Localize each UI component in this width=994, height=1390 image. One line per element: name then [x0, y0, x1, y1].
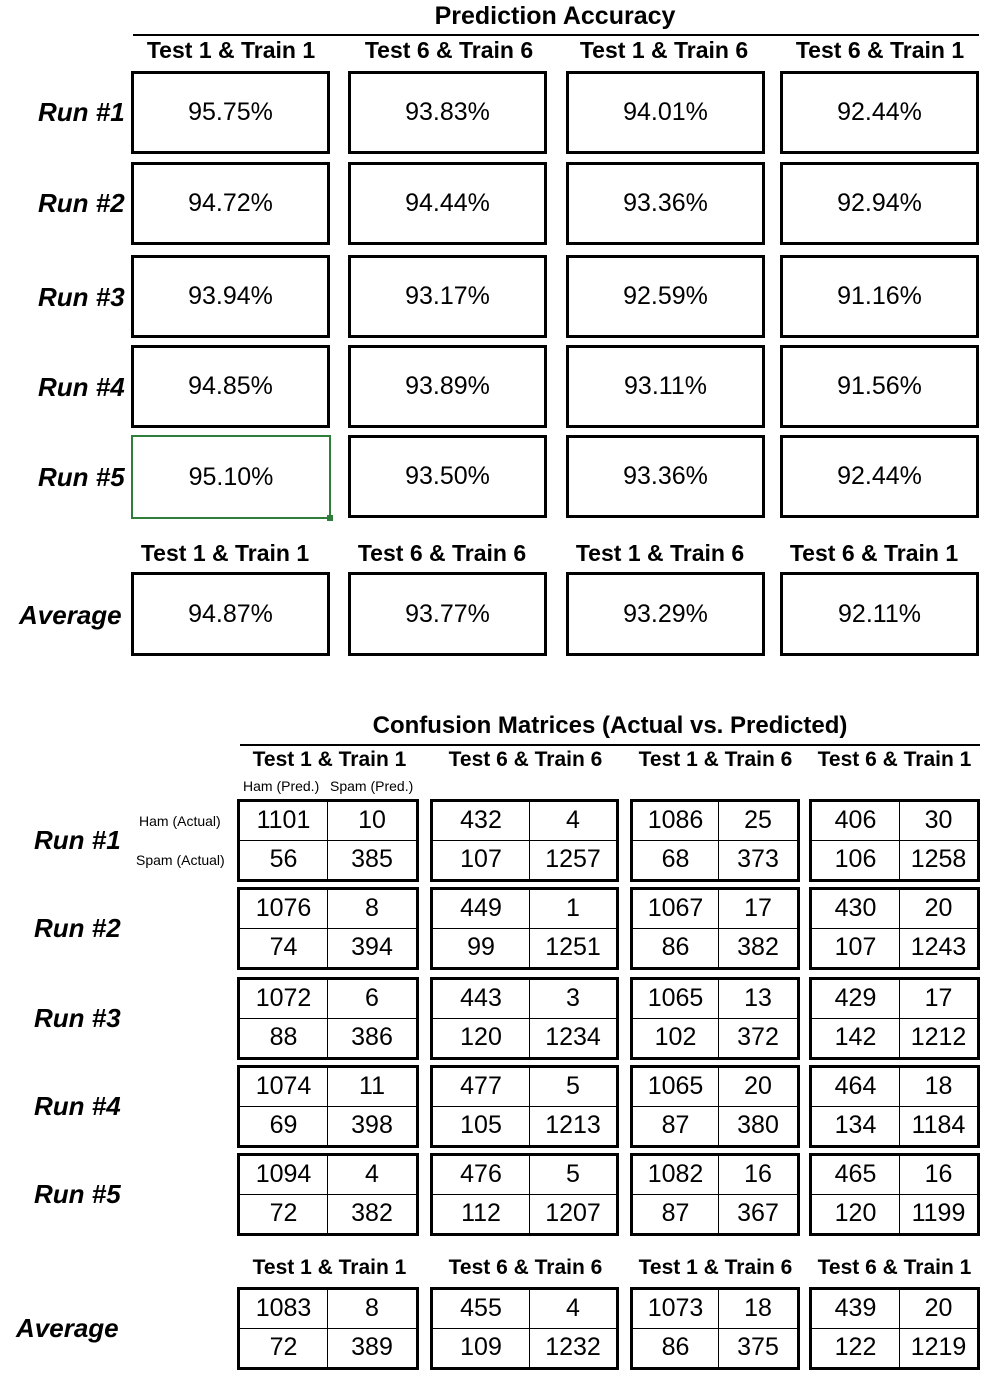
cm-cell[interactable]: 74	[240, 929, 328, 968]
cm-cell[interactable]: 8	[328, 890, 416, 929]
cm-cell[interactable]: 430	[812, 890, 900, 929]
confusion-matrix	[809, 799, 980, 882]
cm-cell[interactable]: 1212	[910, 1023, 967, 1052]
cm-cell[interactable]: 386	[351, 1023, 393, 1052]
cm-cell[interactable]: 1073	[633, 1290, 719, 1329]
cm-cell[interactable]: 380	[737, 1111, 779, 1140]
accuracy-cell[interactable]: 91.16%	[780, 255, 979, 338]
cm-cell[interactable]: 69	[240, 1107, 328, 1146]
cm-cell[interactable]: 86	[633, 929, 719, 968]
cm-cell[interactable]: 1213	[545, 1111, 601, 1140]
acc-avg-col-header: Test 1 & Train 6	[575, 540, 745, 566]
acc-row-label: Run #2	[38, 188, 125, 218]
acc-row-label: Run #1	[38, 97, 125, 127]
cm-cell[interactable]: 102	[633, 1019, 719, 1058]
cm-cell[interactable]: 406	[812, 802, 900, 841]
accuracy-title: Prediction Accuracy	[434, 2, 676, 30]
cm-cell[interactable]: 1083	[240, 1290, 328, 1329]
cm-cell[interactable]: 465	[812, 1156, 900, 1195]
cm-cell[interactable]: 1207	[545, 1199, 601, 1228]
acc-col-header: Test 1 & Train 1	[146, 37, 316, 63]
cm-average-label: Average	[16, 1313, 119, 1343]
confusion-matrix-average	[630, 1287, 800, 1370]
acc-avg-col-header: Test 6 & Train 6	[357, 540, 527, 566]
confusion-matrix	[630, 1153, 800, 1236]
confusion-matrix	[237, 887, 419, 970]
cm-cell[interactable]: 1086	[633, 802, 719, 841]
cm-cell[interactable]: 16	[900, 1156, 977, 1195]
cm-cell[interactable]: 122	[812, 1329, 900, 1368]
accuracy-cell[interactable]: 92.94%	[780, 162, 979, 245]
acc-col-header: Test 6 & Train 6	[364, 37, 534, 63]
confusion-title-underline	[240, 744, 980, 746]
cm-cell[interactable]: 455	[433, 1290, 530, 1329]
cm-cell[interactable]: 72	[240, 1195, 328, 1234]
accuracy-average-cell[interactable]: 92.11%	[780, 572, 979, 656]
accuracy-cell[interactable]: 93.36%	[566, 162, 765, 245]
cm-cell[interactable]: 4	[530, 1290, 616, 1329]
cm-cell[interactable]: 107	[812, 929, 900, 968]
cm-cell[interactable]: 375	[737, 1333, 779, 1362]
cm-cell[interactable]: 394	[351, 933, 393, 962]
accuracy-cell[interactable]: 91.56%	[780, 345, 979, 428]
cm-cell[interactable]: 30	[900, 802, 977, 841]
pred-label-ham: Ham (Pred.)	[243, 778, 320, 794]
cm-cell[interactable]: 3	[530, 980, 616, 1019]
confusion-matrix	[809, 1153, 980, 1236]
cm-cell[interactable]: 477	[433, 1068, 530, 1107]
accuracy-average-cell[interactable]: 94.87%	[131, 572, 330, 656]
cm-col-header: Test 1 & Train 6	[638, 748, 793, 771]
confusion-matrix	[809, 1065, 980, 1148]
confusion-title: Confusion Matrices (Actual vs. Predicted)	[372, 712, 848, 739]
cm-cell[interactable]: 1251	[545, 933, 601, 962]
cm-row-label: Run #5	[34, 1179, 121, 1209]
confusion-matrix	[430, 1153, 619, 1236]
accuracy-title-underline	[133, 34, 979, 36]
acc-col-header: Test 6 & Train 1	[795, 37, 965, 63]
acc-average-label: Average	[19, 600, 122, 630]
cm-cell[interactable]: 86	[633, 1329, 719, 1368]
cm-cell[interactable]: 5	[530, 1156, 616, 1195]
cm-cell[interactable]: 429	[812, 980, 900, 1019]
acc-row-label: Run #4	[38, 372, 125, 402]
cm-col-header: Test 1 & Train 1	[252, 748, 407, 771]
confusion-matrix	[430, 977, 619, 1060]
cm-avg-col-header: Test 1 & Train 6	[638, 1256, 793, 1279]
cm-cell[interactable]: 439	[812, 1290, 900, 1329]
cm-row-label: Run #3	[34, 1003, 121, 1033]
cm-cell[interactable]: 1199	[911, 1199, 966, 1228]
cm-cell[interactable]: 1065	[633, 980, 719, 1019]
cm-cell[interactable]: 449	[433, 890, 530, 929]
confusion-matrix	[430, 799, 619, 882]
cm-cell[interactable]: 112	[433, 1195, 530, 1234]
cm-row-label: Run #1	[34, 825, 121, 855]
confusion-matrix	[237, 1065, 419, 1148]
cm-cell[interactable]: 382	[737, 933, 779, 962]
cm-cell[interactable]: 1234	[545, 1023, 601, 1052]
accuracy-cell[interactable]: 93.17%	[348, 255, 547, 338]
cm-cell[interactable]: 1067	[633, 890, 719, 929]
cm-cell[interactable]: 68	[633, 841, 719, 880]
accuracy-cell-selected[interactable]: 95.10%	[131, 435, 331, 519]
cm-cell[interactable]: 25	[719, 802, 797, 841]
confusion-matrix	[237, 1153, 419, 1236]
cm-cell[interactable]: 1076	[240, 890, 328, 929]
confusion-matrix	[630, 1065, 800, 1148]
confusion-matrix	[809, 887, 980, 970]
cm-cell[interactable]: 106	[812, 841, 900, 880]
cm-cell[interactable]: 1243	[910, 933, 967, 962]
accuracy-cell[interactable]: 94.85%	[131, 345, 330, 428]
cm-cell[interactable]: 99	[433, 929, 530, 968]
cm-cell[interactable]: 88	[240, 1019, 328, 1058]
cm-cell[interactable]: 1072	[240, 980, 328, 1019]
cm-cell[interactable]: 18	[719, 1290, 797, 1329]
actual-label-ham: Ham (Actual)	[139, 813, 221, 829]
confusion-matrix	[630, 977, 800, 1060]
cm-cell[interactable]: 134	[812, 1107, 900, 1146]
acc-col-header: Test 1 & Train 6	[579, 37, 749, 63]
cm-cell[interactable]: 13	[719, 980, 797, 1019]
accuracy-cell[interactable]: 93.89%	[348, 345, 547, 428]
cm-cell[interactable]: 1184	[911, 1111, 966, 1140]
accuracy-cell[interactable]: 92.44%	[780, 71, 979, 154]
cm-cell[interactable]: 16	[719, 1156, 797, 1195]
confusion-matrix-average	[430, 1287, 619, 1370]
cm-cell[interactable]: 367	[737, 1199, 779, 1228]
cm-cell[interactable]: 17	[900, 980, 977, 1019]
accuracy-cell[interactable]: 93.94%	[131, 255, 330, 338]
cm-cell[interactable]: 20	[900, 1290, 977, 1329]
accuracy-cell[interactable]: 93.50%	[348, 435, 547, 518]
cm-cell[interactable]: 4	[328, 1156, 416, 1195]
accuracy-average-cell[interactable]: 93.77%	[348, 572, 547, 656]
cm-cell[interactable]: 107	[433, 841, 530, 880]
cm-cell[interactable]: 4	[530, 802, 616, 841]
cm-cell[interactable]: 398	[351, 1111, 393, 1140]
accuracy-cell[interactable]: 94.01%	[566, 71, 765, 154]
cm-cell[interactable]: 385	[351, 845, 393, 874]
cm-cell[interactable]: 8	[328, 1290, 416, 1329]
cm-cell[interactable]: 1074	[240, 1068, 328, 1107]
acc-row-label: Run #5	[38, 462, 125, 492]
cm-cell[interactable]: 6	[328, 980, 416, 1019]
confusion-matrix-average	[809, 1287, 980, 1370]
cm-cell[interactable]: 372	[737, 1023, 779, 1052]
cm-cell[interactable]: 1094	[240, 1156, 328, 1195]
confusion-matrix	[809, 977, 980, 1060]
acc-avg-col-header: Test 6 & Train 1	[789, 540, 959, 566]
cm-col-header: Test 6 & Train 6	[448, 748, 603, 771]
cm-cell[interactable]: 1219	[910, 1333, 967, 1362]
confusion-matrix	[237, 799, 419, 882]
cm-cell[interactable]: 1257	[545, 845, 601, 874]
cm-row-label: Run #4	[34, 1091, 121, 1121]
cm-cell[interactable]: 87	[633, 1107, 719, 1146]
cm-cell[interactable]: 1232	[545, 1333, 601, 1362]
cm-cell[interactable]: 1258	[910, 845, 967, 874]
confusion-matrix	[237, 977, 419, 1060]
cm-cell[interactable]: 389	[351, 1333, 393, 1362]
accuracy-cell[interactable]: 94.72%	[131, 162, 330, 245]
accuracy-cell[interactable]: 92.59%	[566, 255, 765, 338]
cm-cell[interactable]: 1101	[240, 802, 328, 841]
confusion-matrix	[630, 799, 800, 882]
cm-cell[interactable]: 142	[812, 1019, 900, 1058]
accuracy-cell[interactable]: 92.44%	[780, 435, 979, 518]
confusion-matrix	[430, 887, 619, 970]
cm-cell[interactable]: 476	[433, 1156, 530, 1195]
accuracy-average-cell[interactable]: 93.29%	[566, 572, 765, 656]
cm-cell[interactable]: 87	[633, 1195, 719, 1234]
cm-avg-col-header: Test 6 & Train 6	[448, 1256, 603, 1279]
cm-col-header: Test 6 & Train 1	[817, 748, 972, 771]
acc-row-label: Run #3	[38, 282, 125, 312]
cm-cell[interactable]: 464	[812, 1068, 900, 1107]
pred-label-spam: Spam (Pred.)	[330, 778, 414, 794]
cm-cell[interactable]: 1082	[633, 1156, 719, 1195]
actual-label-spam: Spam (Actual)	[136, 852, 225, 868]
accuracy-cell[interactable]: 93.83%	[348, 71, 547, 154]
cm-cell[interactable]: 373	[737, 845, 779, 874]
cm-cell[interactable]: 443	[433, 980, 530, 1019]
cm-cell[interactable]: 10	[328, 802, 416, 841]
cm-cell[interactable]: 1	[530, 890, 616, 929]
cm-avg-col-header: Test 6 & Train 1	[817, 1256, 972, 1279]
cm-cell[interactable]: 20	[719, 1068, 797, 1107]
accuracy-cell[interactable]: 94.44%	[348, 162, 547, 245]
cm-cell[interactable]: 17	[719, 890, 797, 929]
cm-cell[interactable]: 72	[240, 1329, 328, 1368]
cm-cell[interactable]: 109	[433, 1329, 530, 1368]
cm-cell[interactable]: 120	[812, 1195, 900, 1234]
accuracy-cell[interactable]: 95.75%	[131, 71, 330, 154]
cm-avg-col-header: Test 1 & Train 1	[252, 1256, 407, 1279]
confusion-matrix	[430, 1065, 619, 1148]
cm-cell[interactable]: 56	[240, 841, 328, 880]
confusion-matrix	[630, 887, 800, 970]
cm-cell[interactable]: 11	[328, 1068, 416, 1107]
cm-cell[interactable]: 105	[433, 1107, 530, 1146]
cm-cell[interactable]: 5	[530, 1068, 616, 1107]
cm-cell[interactable]: 432	[433, 802, 530, 841]
cm-cell[interactable]: 1065	[633, 1068, 719, 1107]
cm-cell[interactable]: 20	[900, 890, 977, 929]
cm-cell[interactable]: 382	[351, 1199, 393, 1228]
acc-avg-col-header: Test 1 & Train 1	[140, 540, 310, 566]
accuracy-cell[interactable]: 93.36%	[566, 435, 765, 518]
cm-row-label: Run #2	[34, 913, 121, 943]
cm-cell[interactable]: 18	[900, 1068, 977, 1107]
cm-cell[interactable]: 120	[433, 1019, 530, 1058]
confusion-matrix-average	[237, 1287, 419, 1370]
accuracy-cell[interactable]: 93.11%	[566, 345, 765, 428]
